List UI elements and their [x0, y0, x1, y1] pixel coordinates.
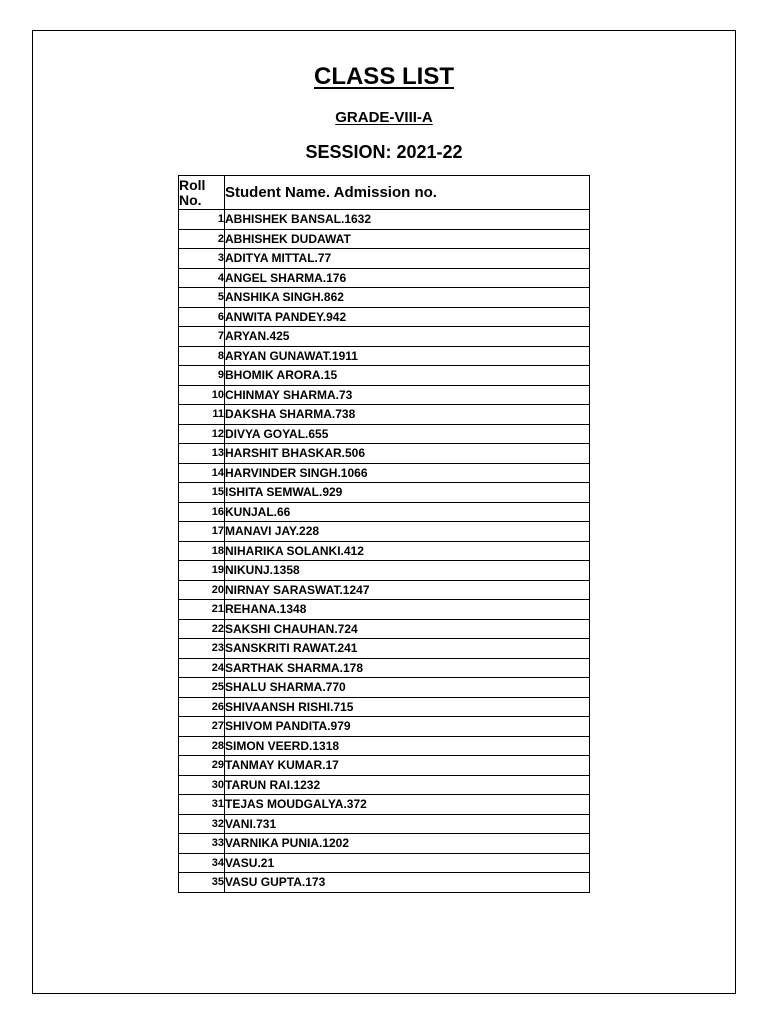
roll-number-cell: 28 — [179, 736, 225, 756]
student-name-cell: NIRNAY SARASWAT.1247 — [225, 580, 590, 600]
table-row — [179, 873, 590, 893]
table-row — [179, 385, 590, 405]
student-name-cell: ABHISHEK BANSAL.1632 — [225, 210, 590, 230]
table-row — [179, 346, 590, 366]
roll-number-cell: 25 — [179, 678, 225, 698]
student-name-cell: SAKSHI CHAUHAN.724 — [225, 619, 590, 639]
roll-number-cell: 27 — [179, 717, 225, 737]
table-row — [179, 424, 590, 444]
table-row — [179, 658, 590, 678]
table-row — [179, 541, 590, 561]
roll-number-cell: 16 — [179, 502, 225, 522]
roll-number-cell: 11 — [179, 405, 225, 425]
table-row — [179, 229, 590, 249]
table-row — [179, 522, 590, 542]
student-name-cell: VASU GUPTA.173 — [225, 873, 590, 893]
roll-number-cell: 14 — [179, 463, 225, 483]
student-name-cell: ANGEL SHARMA.176 — [225, 268, 590, 288]
table-row — [179, 288, 590, 308]
student-name-cell: HARVINDER SINGH.1066 — [225, 463, 590, 483]
roll-number-cell: 3 — [179, 249, 225, 269]
student-name-cell: ABHISHEK DUDAWAT — [225, 229, 590, 249]
student-name-cell: TEJAS MOUDGALYA.372 — [225, 795, 590, 815]
table-row — [179, 814, 590, 834]
table-row — [179, 444, 590, 464]
roll-number-cell: 18 — [179, 541, 225, 561]
student-name-cell: VARNIKA PUNIA.1202 — [225, 834, 590, 854]
student-name-cell: ARYAN.425 — [225, 327, 590, 347]
student-name-cell: TANMAY KUMAR.17 — [225, 756, 590, 776]
table-row — [179, 717, 590, 737]
table-row — [179, 366, 590, 386]
roll-number-cell: 17 — [179, 522, 225, 542]
student-name-cell: ISHITA SEMWAL.929 — [225, 483, 590, 503]
roll-number-cell: 9 — [179, 366, 225, 386]
student-name-cell: ANWITA PANDEY.942 — [225, 307, 590, 327]
student-name-cell: ADITYA MITTAL.77 — [225, 249, 590, 269]
roll-number-cell: 7 — [179, 327, 225, 347]
roll-number-cell: 15 — [179, 483, 225, 503]
student-name-cell: KUNJAL.66 — [225, 502, 590, 522]
table-row — [179, 327, 590, 347]
roll-number-cell: 33 — [179, 834, 225, 854]
title-text: CLASS LIST — [313, 63, 454, 90]
roll-number-cell: 20 — [179, 580, 225, 600]
class-list-table — [178, 175, 590, 893]
table-row — [179, 697, 590, 717]
roll-number-cell: 2 — [179, 229, 225, 249]
table-body — [179, 210, 590, 893]
student-name-cell: MANAVI JAY.228 — [225, 522, 590, 542]
roll-number-cell: 10 — [179, 385, 225, 405]
student-name-cell: TARUN RAI.1232 — [225, 775, 590, 795]
student-name-cell: VASU.21 — [225, 853, 590, 873]
roll-number-cell: 32 — [179, 814, 225, 834]
student-name-cell: SHIVOM PANDITA.979 — [225, 717, 590, 737]
table-row — [179, 268, 590, 288]
roll-number-cell: 24 — [179, 658, 225, 678]
table-row — [179, 600, 590, 620]
roll-number-cell: 5 — [179, 288, 225, 308]
table-row — [179, 795, 590, 815]
roll-number-cell: 6 — [179, 307, 225, 327]
document-title — [0, 62, 768, 92]
student-name-cell: CHINMAY SHARMA.73 — [225, 385, 590, 405]
student-name-cell: SARTHAK SHARMA.178 — [225, 658, 590, 678]
table-row — [179, 580, 590, 600]
roll-number-cell: 23 — [179, 639, 225, 659]
table-header-row — [179, 176, 590, 210]
grade-text: GRADE-VIII-A — [335, 109, 433, 126]
roll-number-cell: 26 — [179, 697, 225, 717]
grade-heading — [0, 108, 768, 128]
student-name-cell: SANSKRITI RAWAT.241 — [225, 639, 590, 659]
student-name-cell: SHALU SHARMA.770 — [225, 678, 590, 698]
roll-number-cell: 19 — [179, 561, 225, 581]
table-row — [179, 463, 590, 483]
table-row — [179, 834, 590, 854]
header-roll-no: Roll No. — [179, 176, 225, 210]
roll-number-cell: 22 — [179, 619, 225, 639]
roll-number-cell: 4 — [179, 268, 225, 288]
session-heading: SESSION: 2021-22 — [305, 142, 463, 162]
roll-number-cell: 29 — [179, 756, 225, 776]
table-row — [179, 210, 590, 230]
table-row — [179, 619, 590, 639]
roll-number-cell: 30 — [179, 775, 225, 795]
roll-number-cell: 34 — [179, 853, 225, 873]
roll-number-cell: 31 — [179, 795, 225, 815]
student-name-cell: ARYAN GUNAWAT.1911 — [225, 346, 590, 366]
roll-number-cell: 21 — [179, 600, 225, 620]
table-row — [179, 756, 590, 776]
table-row — [179, 405, 590, 425]
student-name-cell: VANI.731 — [225, 814, 590, 834]
student-name-cell: ANSHIKA SINGH.862 — [225, 288, 590, 308]
table-row — [179, 678, 590, 698]
table-row — [179, 775, 590, 795]
roll-number-cell: 8 — [179, 346, 225, 366]
roll-number-cell: 35 — [179, 873, 225, 893]
student-name-cell: HARSHIT BHASKAR.506 — [225, 444, 590, 464]
student-name-cell: REHANA.1348 — [225, 600, 590, 620]
student-name-cell: DIVYA GOYAL.655 — [225, 424, 590, 444]
student-name-cell: NIHARIKA SOLANKI.412 — [225, 541, 590, 561]
student-name-cell: BHOMIK ARORA.15 — [225, 366, 590, 386]
roll-number-cell: 13 — [179, 444, 225, 464]
table-row — [179, 639, 590, 659]
table-row — [179, 307, 590, 327]
student-name-cell: DAKSHA SHARMA.738 — [225, 405, 590, 425]
table-row — [179, 249, 590, 269]
header-student-name: Student Name. Admission no. — [225, 176, 590, 210]
student-name-cell: SHIVAANSH RISHI.715 — [225, 697, 590, 717]
roll-number-cell: 12 — [179, 424, 225, 444]
student-name-cell: NIKUNJ.1358 — [225, 561, 590, 581]
table-row — [179, 736, 590, 756]
student-name-cell: SIMON VEERD.1318 — [225, 736, 590, 756]
table-row — [179, 853, 590, 873]
table-row — [179, 561, 590, 581]
table-row — [179, 502, 590, 522]
table-row — [179, 483, 590, 503]
roll-number-cell: 1 — [179, 210, 225, 230]
